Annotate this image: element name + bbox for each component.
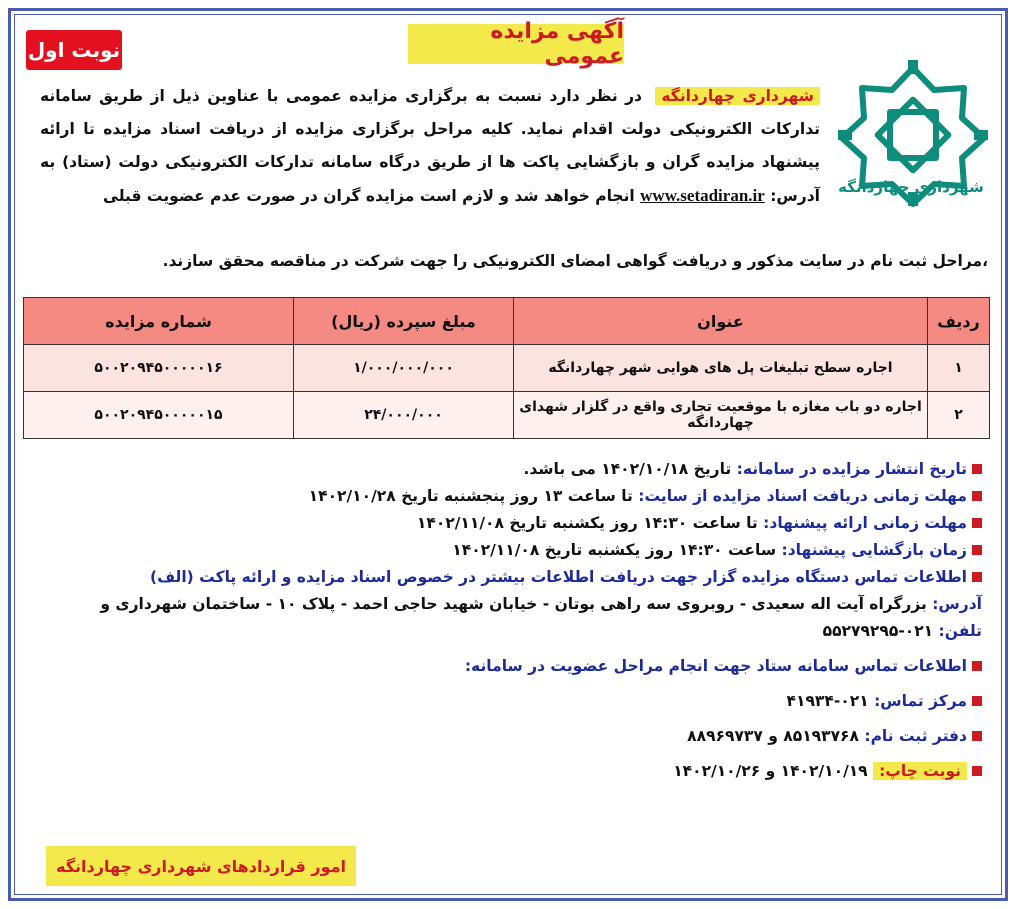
cell-title: اجاره سطح تبلیغات پل های هوایی شهر چهاردانگه: [514, 345, 928, 392]
col-header-row-number: ردیف: [928, 298, 990, 345]
intro-text-2: انجام خواهد شد و لازم است مزایده گران در صورت عدم عضویت قبلی: [103, 187, 635, 205]
intro-text-3: ،مراحل ثبت نام در سایت مذکور و دریافت گواهی امضای الکترونیکی را جهت شرکت در مناقصه محقق سازند.: [162, 252, 988, 270]
table-row: [24, 345, 990, 392]
contracts-office-label: امور قراردادهای شهرداری چهاردانگه: [46, 846, 356, 886]
organization-name: شهرداری چهاردانگه: [655, 87, 820, 105]
logo-caption: شهرداری چهاردانگه: [838, 178, 984, 196]
cell-deposit: ۲۴/۰۰۰/۰۰۰: [294, 392, 514, 439]
square-bullet-icon: [972, 464, 982, 474]
cell-title: اجاره دو باب مغازه با موقعیت تجاری واقع در گلزار شهدای چهاردانگه: [514, 392, 928, 439]
square-bullet-icon: [972, 545, 982, 555]
registration-office-line: دفتر ثبت نام: ۸۵۱۹۳۷۶۸ و ۸۸۹۶۹۷۳۷: [32, 723, 982, 750]
publish-date-line: تاریخ انتشار مزایده در سامانه: تاریخ ۱۴۰۲/۱۰/۱۸ می باشد.: [32, 456, 982, 483]
first-round-badge: نوبت اول: [26, 30, 122, 70]
square-bullet-icon: [972, 661, 982, 671]
intro-paragraph-end: [40, 245, 988, 278]
print-round-line: نوبت چاپ: ۱۴۰۲/۱۰/۱۹ و ۱۴۰۲/۱۰/۲۶: [32, 758, 982, 785]
square-bullet-icon: [972, 491, 982, 501]
col-header-deposit: مبلغ سپرده (ریال): [294, 298, 514, 345]
contact-heading-line: اطلاعات تماس دستگاه مزایده گزار جهت دریافت اطلاعات بیشتر در خصوص اسناد مزایده و ارائه پاکت (الف): [32, 564, 982, 591]
details-section: [32, 456, 982, 785]
col-header-auction-number: شماره مزایده: [24, 298, 294, 345]
cell-auction-number: ۵۰۰۲۰۹۴۵۰۰۰۰۰۱۵: [24, 392, 294, 439]
intro-paragraph: [40, 80, 820, 213]
call-center-line: مرکز تماس: ۰۲۱-۴۱۹۳۴: [32, 688, 982, 715]
setad-url-link[interactable]: www.setadiran.ir: [640, 186, 765, 205]
address-line: آدرس: بزرگراه آیت اله سعیدی - روبروی سه راهی بوتان - خیابان شهید حاجی احمد - پلاک ۱۰ - ساختمان شهرداری و: [100, 595, 982, 613]
square-bullet-icon: [972, 696, 982, 706]
square-bullet-icon: [972, 572, 982, 582]
intro-text-1: در نظر دارد نسبت به برگزاری مزایده عمومی با عناوین ذیل از طریق سامانه تدارکات الکترونیکی دولت اقدام نماید. کلیه مراحل برگزاری مزایده از دریافت اسناد مزایده تا ارائه پیشنهاد مزایده گران و بازگشایی پاکت ها از طریق درگاه سامانه تدارکات الکترونیکی دولت (ستاد) به آدرس:: [40, 87, 820, 205]
square-bullet-icon: [972, 518, 982, 528]
offer-deadline-line: مهلت زمانی ارائه پیشنهاد: تا ساعت ۱۴:۳۰ روز یکشنبه تاریخ ۱۴۰۲/۱۱/۰۸: [32, 510, 982, 537]
square-bullet-icon: [972, 766, 982, 776]
table-row: [24, 392, 990, 439]
square-bullet-icon: [972, 731, 982, 741]
auction-table: [23, 297, 990, 439]
docs-deadline-line: مهلت زمانی دریافت اسناد مزایده از سایت: تا ساعت ۱۳ روز پنجشنبه تاریخ ۱۴۰۲/۱۰/۲۸: [32, 483, 982, 510]
cell-row-number: ۲: [928, 392, 990, 439]
setad-heading-line: اطلاعات تماس سامانه ستاد جهت انجام مراحل عضویت در سامانه:: [32, 653, 982, 680]
cell-row-number: ۱: [928, 345, 990, 392]
cell-deposit: ۱/۰۰۰/۰۰۰/۰۰۰: [294, 345, 514, 392]
cell-auction-number: ۵۰۰۲۰۹۴۵۰۰۰۰۰۱۶: [24, 345, 294, 392]
phone-line: تلفن: ۰۲۱-۵۵۲۷۹۲۹۵: [822, 622, 982, 640]
col-header-title: عنوان: [514, 298, 928, 345]
opening-time-line: زمان بازگشایی پیشنهاد: ساعت ۱۴:۳۰ روز یکشنبه تاریخ ۱۴۰۲/۱۱/۰۸: [32, 537, 982, 564]
page-title: آگهی مزایده عمومی: [408, 24, 624, 64]
